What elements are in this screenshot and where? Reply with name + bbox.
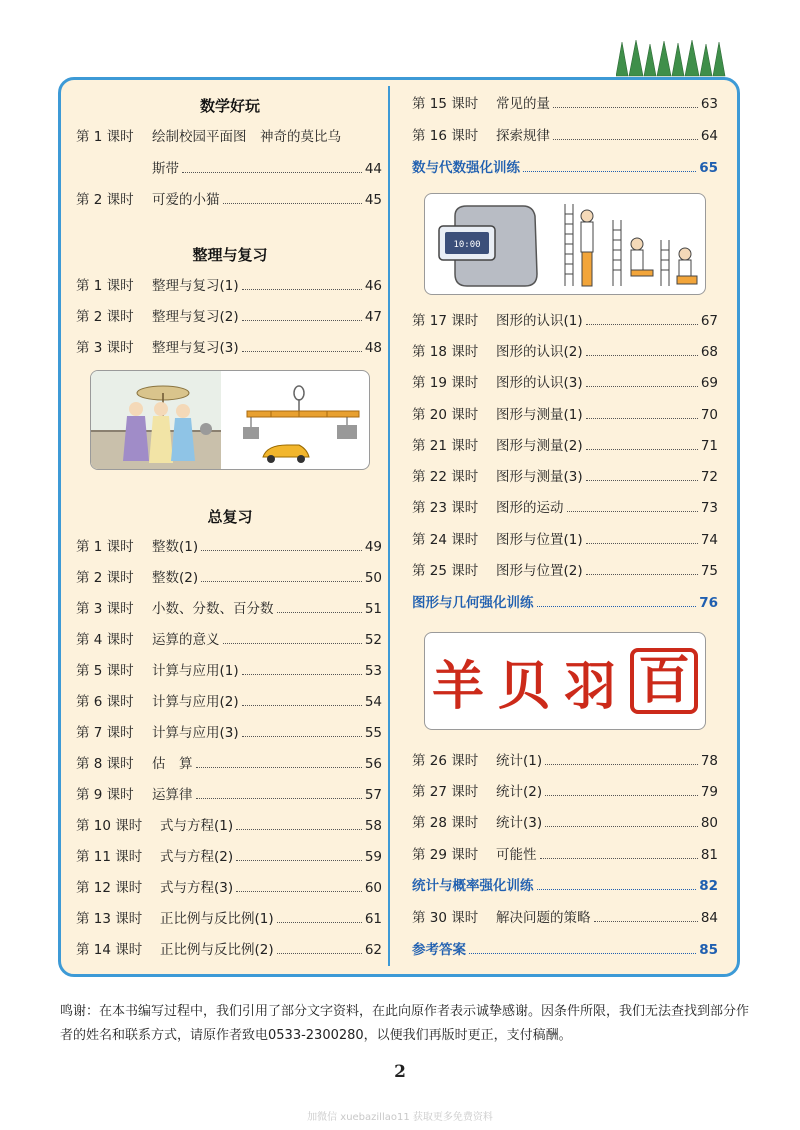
- toc-entry[interactable]: [76, 847, 382, 867]
- dot-leader: [553, 139, 698, 140]
- dot-leader: [586, 480, 698, 481]
- lesson-number: 第 12 课时: [76, 880, 143, 896]
- toc-entry[interactable]: [76, 568, 382, 588]
- page-number: 71: [700, 438, 718, 454]
- toc-entry[interactable]: [412, 342, 718, 362]
- lesson-number: 第 16 课时: [412, 128, 479, 144]
- dot-leader: [242, 736, 362, 737]
- lesson-number: 第 20 课时: [412, 407, 479, 423]
- lesson-number: 第 7 课时: [76, 725, 134, 741]
- lesson-number: 第 18 课时: [412, 344, 479, 360]
- lesson-title: 统计(1): [496, 753, 543, 769]
- lesson-title: 式与方程(3): [160, 880, 234, 896]
- toc-entry[interactable]: 第 3 课时 整理与复习(3) 48: [76, 340, 382, 356]
- lesson-number: 第 2 课时: [76, 570, 134, 586]
- toc-entry[interactable]: 第 1 课时 整理与复习(1) 46: [76, 278, 382, 294]
- lesson-number: 第 5 课时: [76, 663, 134, 679]
- lesson-number: 第 15 课时: [412, 96, 479, 112]
- pine-trees-icon: [616, 38, 726, 78]
- lesson-number: 第 1 课时: [76, 539, 134, 555]
- toc-entry[interactable]: [76, 692, 382, 712]
- lesson-title: 运算律: [152, 787, 193, 803]
- lesson-number: 第 22 课时: [412, 469, 479, 485]
- dot-leader: [545, 826, 698, 827]
- page-number: 61: [364, 911, 382, 927]
- dot-leader: [236, 891, 362, 892]
- page-number: 82: [699, 878, 718, 894]
- toc-entry[interactable]: [412, 94, 718, 114]
- lesson-title: 解决问题的策略: [496, 910, 591, 926]
- page-number: 78: [700, 753, 718, 769]
- lesson-title: 正比例与反比例(2): [160, 942, 274, 958]
- page-number: 52: [364, 632, 382, 648]
- page-number: 80: [700, 815, 718, 831]
- dot-leader: [242, 351, 362, 352]
- lesson-title: 图形的认识(3): [496, 375, 583, 391]
- seal-character: 羽: [563, 655, 616, 717]
- toc-entry[interactable]: [76, 661, 382, 681]
- dot-leader: [586, 543, 698, 544]
- lesson-number: 第 4 课时: [76, 632, 134, 648]
- page-number: 59: [364, 849, 382, 865]
- toc-entry[interactable]: [412, 467, 718, 487]
- page-number: 47: [364, 309, 382, 325]
- illustration-seal-script: [424, 632, 706, 730]
- dot-leader: [540, 858, 698, 859]
- illustration-watch-heights: [424, 193, 706, 295]
- page-number-footer: 2: [394, 1062, 406, 1082]
- page-number: 67: [700, 313, 718, 329]
- lesson-title: 图形与测量(1): [496, 407, 583, 423]
- toc-entry[interactable]: [412, 813, 718, 833]
- dot-leader: [223, 643, 362, 644]
- dot-leader: [277, 922, 362, 923]
- page-number: 74: [700, 532, 718, 548]
- page-number: 55: [364, 725, 382, 741]
- seal-character: 百: [630, 648, 698, 714]
- page-number: 60: [364, 880, 382, 896]
- page-number: 70: [700, 407, 718, 423]
- lesson-title: 式与方程(1): [160, 818, 234, 834]
- lesson-number: 第 10 课时: [76, 818, 143, 834]
- lesson-title: 运算的意义: [152, 632, 220, 648]
- lesson-number: 第 11 课时: [76, 849, 143, 865]
- lesson-title: 统计与概率强化训练: [412, 878, 534, 894]
- dot-leader: [242, 320, 362, 321]
- dot-leader: [196, 798, 362, 799]
- toc-entry[interactable]: [412, 530, 718, 550]
- page-number: 75: [700, 563, 718, 579]
- toc-section-link[interactable]: [412, 876, 718, 896]
- illustration-story-balance: [90, 370, 370, 470]
- page-number: 50: [364, 570, 382, 586]
- watch-display-text: 10:00: [453, 240, 481, 250]
- lesson-title: 可能性: [496, 847, 537, 863]
- lesson-title: 常见的量: [496, 96, 550, 112]
- lesson-title: 整数(2): [152, 570, 199, 586]
- lesson-title: 图形与几何强化训练: [412, 595, 534, 611]
- acknowledgement-note: 鸣谢：在本书编写过程中，我们引用了部分文字资料，在此向原作者表示诚挚感谢。因条件所限，我们无法查找到部分作者的姓名和联系方式，请原作者致电0533-2300280，以便我们再版时更正，支付稿酬。: [60, 1004, 750, 1043]
- toc-entry[interactable]: [412, 405, 718, 425]
- page-number: 84: [700, 910, 718, 926]
- dot-leader: [586, 449, 698, 450]
- toc-section-link[interactable]: [412, 593, 718, 613]
- dot-leader: [586, 574, 698, 575]
- toc-entry[interactable]: [412, 845, 718, 865]
- lesson-number: 第 21 课时: [412, 438, 479, 454]
- lesson-title: 图形与位置(1): [496, 532, 583, 548]
- toc-entry[interactable]: [76, 785, 382, 805]
- watch-heights-picture: [425, 194, 706, 295]
- page-number: 58: [364, 818, 382, 834]
- page-number: 49: [364, 539, 382, 555]
- dot-leader: [201, 581, 362, 582]
- dot-leader: [586, 386, 698, 387]
- page-number: 56: [364, 756, 382, 772]
- toc-entry[interactable]: [412, 436, 718, 456]
- page-number: 57: [364, 787, 382, 803]
- dot-leader: [567, 511, 698, 512]
- toc-entry[interactable]: [412, 311, 718, 331]
- lesson-number: 第 17 课时: [412, 313, 479, 329]
- dot-leader: [196, 767, 362, 768]
- lesson-title: 参考答案: [412, 942, 466, 958]
- page-number: 76: [699, 595, 718, 611]
- page-number: 48: [364, 340, 382, 356]
- lesson-number: 第 27 课时: [412, 784, 479, 800]
- lesson-title: 计算与应用(1): [152, 663, 239, 679]
- lesson-title: 式与方程(2): [160, 849, 234, 865]
- lesson-title: 数与代数强化训练: [412, 160, 520, 176]
- page-number: 54: [364, 694, 382, 710]
- page-number: 53: [364, 663, 382, 679]
- lesson-number: 第 29 课时: [412, 847, 479, 863]
- lesson-title: 图形与测量(2): [496, 438, 583, 454]
- page-number: 68: [700, 344, 718, 360]
- lesson-title: 图形与测量(3): [496, 469, 583, 485]
- page-number: 51: [364, 601, 382, 617]
- lesson-title: 图形的认识(1): [496, 313, 583, 329]
- lesson-number: 第 23 课时: [412, 500, 479, 516]
- lesson-title: 图形的运动: [496, 500, 564, 516]
- dot-leader: [545, 795, 698, 796]
- page-number: 73: [700, 500, 718, 516]
- dot-leader: [223, 203, 362, 204]
- lesson-number: 第 28 课时: [412, 815, 479, 831]
- lesson-number: 第 6 课时: [76, 694, 134, 710]
- lesson-title: 估 算: [152, 756, 193, 772]
- section-title-math-fun: 数学好玩: [199, 97, 260, 115]
- lesson-title: 计算与应用(3): [152, 725, 239, 741]
- toc-entry[interactable]: [76, 599, 382, 619]
- dot-leader: [594, 921, 698, 922]
- lesson-number: 第 19 课时: [412, 375, 479, 391]
- seal-character-row: [425, 633, 705, 729]
- dot-leader: [523, 171, 696, 172]
- page-number: 72: [700, 469, 718, 485]
- toc-entry[interactable]: 第 2 课时 整理与复习(2) 47: [76, 309, 382, 325]
- page-number: 62: [364, 942, 382, 958]
- toc-section-link[interactable]: [412, 158, 718, 178]
- toc-entry[interactable]: [412, 751, 718, 771]
- lesson-title: 图形的认识(2): [496, 344, 583, 360]
- dot-leader: [586, 355, 698, 356]
- page-number: 46: [364, 278, 382, 294]
- dot-leader: [236, 829, 362, 830]
- page-number: 63: [700, 96, 718, 112]
- toc-entry[interactable]: 斯带 44: [152, 161, 382, 177]
- dot-leader: [242, 674, 362, 675]
- toc-entry[interactable]: [76, 816, 382, 836]
- lesson-title: 图形与位置(2): [496, 563, 583, 579]
- toc-entry[interactable]: [412, 498, 718, 518]
- lesson-title: 探索规律: [496, 128, 550, 144]
- lesson-number: 第 14 课时: [76, 942, 143, 958]
- toc-entry[interactable]: [412, 126, 718, 146]
- toc-entry[interactable]: [76, 630, 382, 650]
- toc-entry[interactable]: [76, 909, 382, 929]
- page-number: 65: [699, 160, 718, 176]
- page-number: 64: [700, 128, 718, 144]
- dot-leader: [277, 612, 362, 613]
- dot-leader: [242, 289, 362, 290]
- toc-entry[interactable]: 第 1 课时 绘制校园平面图 神奇的莫比乌: [76, 129, 341, 145]
- lesson-number: 第 13 课时: [76, 911, 143, 927]
- lesson-title: 小数、分数、百分数: [152, 601, 274, 617]
- lesson-title: 正比例与反比例(1): [160, 911, 274, 927]
- toc-entry[interactable]: 第 2 课时 可爱的小猫 45: [76, 192, 382, 208]
- dot-leader: [586, 324, 698, 325]
- page-number: 44: [364, 161, 382, 177]
- section-title-general-review: 总复习: [207, 508, 253, 526]
- page-number: 81: [700, 847, 718, 863]
- dot-leader: [537, 889, 697, 890]
- lesson-number: 第 30 课时: [412, 910, 479, 926]
- seal-character: 贝: [497, 655, 550, 717]
- dot-leader: [242, 705, 362, 706]
- lesson-number: 第 24 课时: [412, 532, 479, 548]
- toc-entry[interactable]: [412, 373, 718, 393]
- toc-entry[interactable]: [76, 940, 382, 960]
- lesson-number: 第 3 课时: [76, 601, 134, 617]
- toc-entry[interactable]: [76, 537, 382, 557]
- dot-leader: [586, 418, 698, 419]
- dot-leader: [277, 953, 362, 954]
- toc-section-link[interactable]: [412, 940, 718, 960]
- story-balance-picture: [91, 371, 370, 470]
- lesson-number: 第 9 课时: [76, 787, 134, 803]
- dot-leader: [545, 764, 698, 765]
- page-number: 69: [700, 375, 718, 391]
- lesson-title: 计算与应用(2): [152, 694, 239, 710]
- toc-entry[interactable]: [76, 754, 382, 774]
- lesson-number: 第 25 课时: [412, 563, 479, 579]
- toc-entry[interactable]: [412, 782, 718, 802]
- page-number: 79: [700, 784, 718, 800]
- lesson-title: 统计(3): [496, 815, 543, 831]
- toc-entry[interactable]: [76, 878, 382, 898]
- dot-leader: [236, 860, 362, 861]
- column-divider: [388, 86, 390, 966]
- lesson-number: 第 26 课时: [412, 753, 479, 769]
- dot-leader: [182, 172, 362, 173]
- watermark-text: 加微信 xuebazillao11 获取更多免费资料: [307, 1112, 493, 1123]
- page-number: 85: [699, 942, 718, 958]
- lesson-title: 整数(1): [152, 539, 199, 555]
- lesson-title: 统计(2): [496, 784, 543, 800]
- page-number: 45: [364, 192, 382, 208]
- section-title-review: 整理与复习: [192, 246, 268, 264]
- seal-character: 羊: [431, 655, 484, 717]
- dot-leader: [537, 606, 697, 607]
- toc-entry[interactable]: [412, 561, 718, 581]
- toc-entry[interactable]: [412, 908, 718, 928]
- dot-leader: [553, 107, 698, 108]
- lesson-number: 第 8 课时: [76, 756, 134, 772]
- toc-entry[interactable]: [76, 723, 382, 743]
- dot-leader: [201, 550, 362, 551]
- dot-leader: [469, 953, 696, 954]
